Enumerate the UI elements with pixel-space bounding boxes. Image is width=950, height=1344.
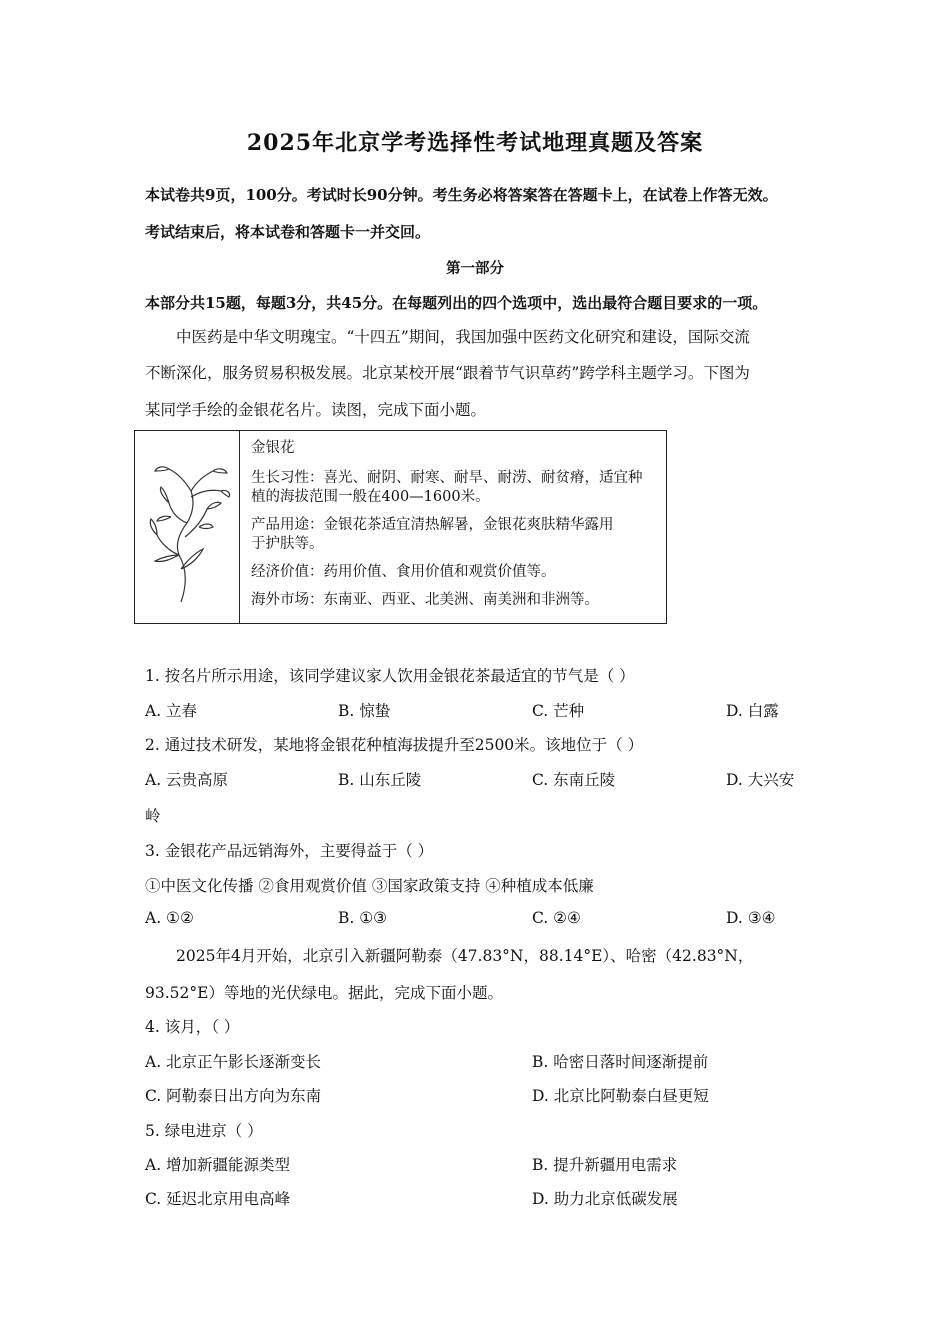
honeysuckle-illustration [141,457,233,607]
part-heading: 第一部分 [446,260,504,277]
question-1-stem: 1. 按名片所示用途，该同学建议家人饮用金银花茶最适宜的节气是（ ） [145,667,635,685]
q4-option-b: B. 哈密日落时间逐渐提前 [532,1053,709,1071]
q2-option-d: D. 大兴安 [726,771,795,789]
q2-option-d-continued: 岭 [145,807,161,825]
q1-option-b: B. 惊蛰 [338,702,391,720]
instructions-line-2: 考试结束后，将本试卷和答题卡一并交回。 [145,223,431,241]
q3-option-b: B. ①③ [338,909,388,927]
question-5-stem: 5. 绿电进京（ ） [145,1122,263,1140]
q5-option-c: C. 延迟北京用电高峰 [145,1190,291,1208]
passage2-line-1: 2025年4月开始，北京引入新疆阿勒泰（47.83°N，88.14°E）、哈密（42.83°N， [176,947,754,965]
q3-option-d: D. ③④ [726,909,776,927]
q4-option-a: A. 北京正午影长逐渐变长 [145,1053,322,1071]
card-use-line-2: 于护肤等。 [251,536,324,552]
question-3-stem: 3. 金银花产品远销海外，主要得益于（ ） [145,842,434,860]
q3-statements: ①中医文化传播 ②食用观赏价值 ③国家政策支持 ④种植成本低廉 [145,877,594,895]
q4-option-d: D. 北京比阿勒泰白昼更短 [532,1087,709,1105]
question-2-stem: 2. 通过技术研发，某地将金银花种植海拔提升至2500米。该地位于（ ） [145,736,644,754]
q1-option-c: C. 芒种 [532,702,585,720]
q3-option-c: C. ②④ [532,909,581,927]
page-title: 2025年北京学考选择性考试地理真题及答案 [246,130,704,156]
q5-option-a: A. 增加新疆能源类型 [145,1156,291,1174]
part-description: 本部分共15题，每题3分，共45分。在每题列出的四个选项中，选出最符合题目要求的一项。 [145,294,768,312]
card-habit-line-1: 生长习性：喜光、耐阴、耐寒、耐旱、耐涝、耐贫瘠，适宜种 [251,470,643,486]
q4-option-c: C. 阿勒泰日出方向为东南 [145,1087,322,1105]
passage1-line-2: 不断深化，服务贸易积极发展。北京某校开展“跟着节气识草药”跨学科主题学习。下图为 [145,364,750,382]
passage1-line-1: 中医药是中华文明瑰宝。“十四五”期间，我国加强中医药文化研究和建设，国际交流 [176,328,750,346]
q3-option-a: A. ①② [145,909,194,927]
card-overseas-market: 海外市场：东南亚、西亚、北美洲、南美洲和非洲等。 [251,592,599,608]
honeysuckle-card [134,430,667,624]
instructions-line-1: 本试卷共9页，100分。考试时长90分钟。考生务必将答案答在答题卡上，在试卷上作答无效。 [145,186,778,204]
question-4-stem: 4. 该月，（ ） [145,1018,240,1036]
q1-option-a: A. 立春 [145,702,198,720]
card-use-line-1: 产品用途：金银花茶适宜清热解暑，金银花爽肤精华露用 [251,517,614,533]
q2-option-c: C. 东南丘陵 [532,771,616,789]
card-economic-value: 经济价值：药用价值、食用价值和观赏价值等。 [251,564,556,580]
q2-option-a: A. 云贵高原 [145,771,229,789]
q2-option-b: B. 山东丘陵 [338,771,422,789]
card-flower-name: 金银花 [251,440,295,456]
q1-option-d: D. 白露 [726,702,779,720]
card-divider [239,431,240,623]
q5-option-b: B. 提升新疆用电需求 [532,1156,678,1174]
card-habit-line-2: 植的海拔范围一般在400—1600米。 [251,489,490,505]
q5-option-d: D. 助力北京低碳发展 [532,1190,678,1208]
passage2-line-2: 93.52°E）等地的光伏绿电。据此，完成下面小题。 [145,984,503,1002]
passage1-line-3: 某同学手绘的金银花名片。读图，完成下面小题。 [145,401,487,419]
